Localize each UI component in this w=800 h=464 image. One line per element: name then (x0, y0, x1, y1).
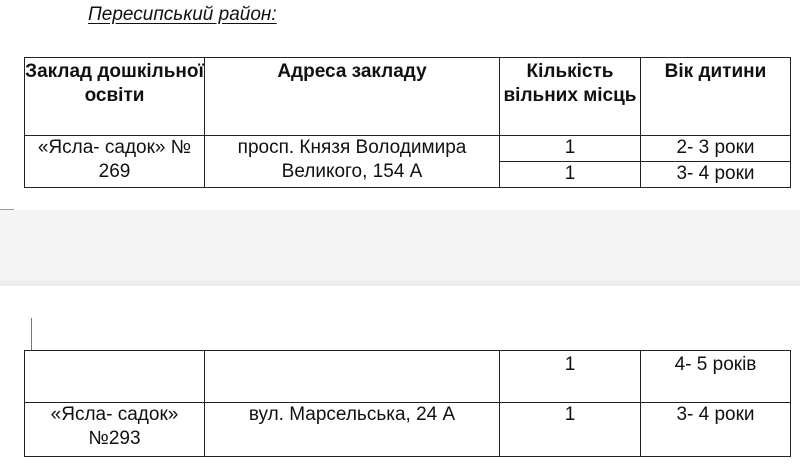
table-header-row (25, 58, 791, 136)
page-break-edge (0, 280, 800, 286)
text-cursor (31, 318, 32, 350)
header-child-age: Вік дитини (641, 58, 791, 136)
kindergarten-table-top (24, 57, 791, 188)
cell-address: просп. Князя Володимира Великого, 154 А (205, 136, 500, 188)
cell-age: 2- 3 роки (641, 136, 791, 162)
table-row (25, 136, 791, 162)
cell-age: 4- 5 років (641, 351, 791, 403)
header-address: Адреса закладу (205, 58, 500, 136)
cell-age: 3- 4 роки (641, 403, 791, 457)
cell-institution: «Ясла- садок» № 269 (25, 136, 205, 188)
cell-address: вул. Марсельська, 24 А (205, 403, 500, 457)
table-row (25, 403, 791, 457)
cell-age: 3- 4 роки (641, 162, 791, 188)
cell-address (205, 351, 500, 403)
cell-places: 1 (500, 162, 641, 188)
cell-places: 1 (500, 351, 641, 403)
cell-places: 1 (500, 403, 641, 457)
cell-places: 1 (500, 136, 641, 162)
kindergarten-table-bottom (24, 350, 791, 457)
page-break-gap (0, 210, 800, 280)
table-row (25, 351, 791, 403)
header-institution: Заклад дошкільної освіти (25, 58, 205, 136)
cell-institution (25, 351, 205, 403)
cell-institution: «Ясла- садок» №293 (25, 403, 205, 457)
header-free-places: Кількість вільних місць (500, 58, 641, 136)
district-heading: Пересипський район: (88, 4, 277, 25)
